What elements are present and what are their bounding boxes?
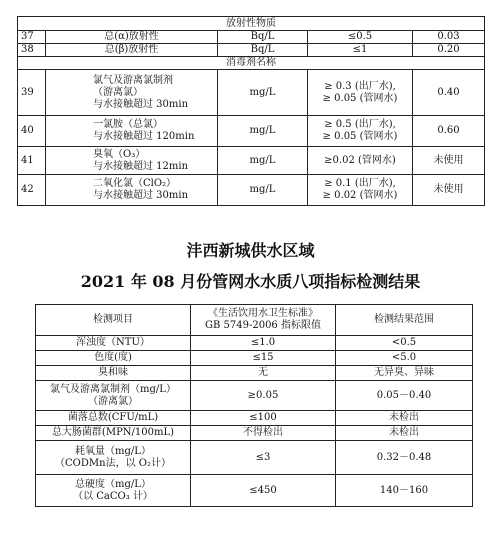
section-label-radioactive: 放射性物质 bbox=[18, 17, 485, 31]
table-row bbox=[18, 31, 485, 44]
parameter-unit: mg/L bbox=[218, 116, 308, 147]
table-row bbox=[36, 351, 473, 366]
parameter-name: 二氧化氯（ClO₂） 与水接触超过 30min bbox=[93, 178, 189, 201]
parameter-unit: mg/L bbox=[218, 175, 308, 206]
table-row bbox=[36, 475, 473, 507]
standard-limit: 无 bbox=[191, 366, 336, 381]
monthly-test-results-table bbox=[35, 304, 473, 507]
report-title-region: 沣西新城供水区域 bbox=[186, 241, 315, 260]
test-item: 色度(度) bbox=[36, 351, 191, 366]
standard-limit: ≤3 bbox=[191, 441, 336, 475]
test-item: 总硬度（mg/L） （以 CaCO₃ 计） bbox=[73, 478, 153, 502]
parameter-value: 0.20 bbox=[413, 44, 485, 57]
result-range: 未检出 bbox=[336, 426, 473, 441]
parameter-limit: ≥0.02 (管网水) bbox=[308, 147, 413, 175]
report-title-main: 2021 年 08 月份管网水水质八项指标检测结果 bbox=[80, 272, 421, 291]
result-range: 0.05－0.40 bbox=[336, 381, 473, 411]
parameter-name: 总(β)放射性 bbox=[46, 44, 218, 57]
parameter-limit: ≥ 0.1 (出厂水), ≥ 0.02 (管网水) bbox=[322, 178, 398, 201]
row-number: 40 bbox=[18, 116, 46, 147]
section-label-disinfectant: 消毒剂名称 bbox=[18, 57, 485, 70]
result-range: 无异臭、异味 bbox=[336, 366, 473, 381]
parameter-value: 0.60 bbox=[413, 116, 485, 147]
test-item: 菌落总数(CFU/mL) bbox=[36, 411, 191, 426]
standard-limit: ≤1.0 bbox=[191, 336, 336, 351]
standard-limit: ≤15 bbox=[191, 351, 336, 366]
table-row bbox=[36, 366, 473, 381]
parameter-value: 未使用 bbox=[413, 175, 485, 206]
table-header-row bbox=[36, 305, 473, 336]
parameter-limit: ≤1 bbox=[308, 44, 413, 57]
header-standard: 《生活饮用水卫生标准》 GB 5749-2006 指标限值 bbox=[205, 308, 321, 331]
section-row-disinfectant bbox=[18, 57, 485, 70]
table-row bbox=[18, 147, 485, 175]
parameter-value: 未使用 bbox=[413, 147, 485, 175]
result-range: 0.32－0.48 bbox=[336, 441, 473, 475]
table-row bbox=[36, 381, 473, 411]
row-number: 37 bbox=[18, 31, 46, 44]
table-row bbox=[18, 70, 485, 116]
result-range: <5.0 bbox=[336, 351, 473, 366]
parameter-unit: mg/L bbox=[218, 70, 308, 116]
standard-limit: ≤100 bbox=[191, 411, 336, 426]
table-row bbox=[36, 441, 473, 475]
result-range: 未检出 bbox=[336, 411, 473, 426]
row-number: 39 bbox=[18, 70, 46, 116]
water-quality-parameters-table bbox=[17, 16, 485, 206]
row-number: 41 bbox=[18, 147, 46, 175]
row-number: 42 bbox=[18, 175, 46, 206]
result-range: 140－160 bbox=[336, 475, 473, 507]
parameter-limit: ≥ 0.3 (出厂水), ≥ 0.05 (管网水) bbox=[322, 80, 398, 104]
test-item: 耗氧量（mg/L） （CODMn法，以 O₂计） bbox=[55, 445, 171, 469]
parameter-unit: mg/L bbox=[218, 147, 308, 175]
table-row bbox=[18, 175, 485, 206]
section-row-radioactive bbox=[18, 17, 485, 31]
test-item: 氯气及游离氯制剂（mg/L） （游离氯） bbox=[50, 383, 176, 407]
parameter-value: 0.03 bbox=[413, 31, 485, 44]
table-row bbox=[18, 116, 485, 147]
standard-limit: 不得检出 bbox=[191, 426, 336, 441]
parameter-unit: Bq/L bbox=[218, 44, 308, 57]
table-row bbox=[18, 44, 485, 57]
parameter-name: 氯气及游离氯制剂 （游离氯） 与水接触超过 30min bbox=[93, 74, 189, 110]
result-range: <0.5 bbox=[336, 336, 473, 351]
test-item: 浑浊度（NTU） bbox=[36, 336, 191, 351]
header-item: 检测项目 bbox=[36, 305, 191, 336]
standard-limit: ≤450 bbox=[191, 475, 336, 507]
parameter-name: 臭氧（O₃） 与水接触超过 12min bbox=[93, 148, 189, 172]
row-number: 38 bbox=[18, 44, 46, 57]
parameter-unit: Bq/L bbox=[218, 31, 308, 44]
test-item: 臭和味 bbox=[36, 366, 191, 381]
parameter-name: 一氯胺（总氯） 与水接触超过 120min bbox=[93, 119, 195, 142]
table-row bbox=[36, 336, 473, 351]
test-item: 总大肠菌群(MPN/100mL) bbox=[36, 426, 191, 441]
table-row bbox=[36, 411, 473, 426]
parameter-value: 0.40 bbox=[413, 70, 485, 116]
standard-limit: ≥0.05 bbox=[191, 381, 336, 411]
parameter-limit: ≥ 0.5 (出厂水), ≥ 0.05 (管网水) bbox=[322, 119, 398, 142]
parameter-name: 总(α)放射性 bbox=[46, 31, 218, 44]
table-row bbox=[36, 426, 473, 441]
header-range: 检测结果范围 bbox=[336, 305, 473, 336]
parameter-limit: ≤0.5 bbox=[308, 31, 413, 44]
